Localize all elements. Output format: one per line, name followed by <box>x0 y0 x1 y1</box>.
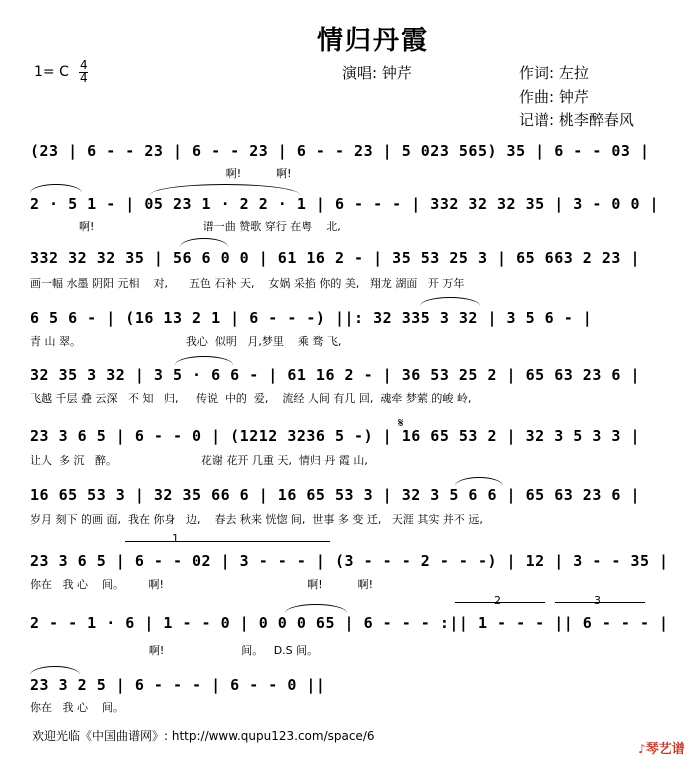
volta-number-2: 2 <box>494 594 501 607</box>
score-row-3-lyrics: 画一幅 水墨 阴阳 元相 对, 五色 石补 天, 女娲 采掐 你的 美, 翔龙 湖面 开 万年 <box>30 277 465 290</box>
score-row-5-notes: 32 35 3 32 | 3 5 · 6 6 - | 61 16 2 - | 36 53 25 2 | 65 63 23 6 | <box>30 366 640 384</box>
score-row-1-lyrics: 啊! 啊! <box>30 167 292 180</box>
slur-arc <box>175 356 233 365</box>
footer-text: 欢迎光临《中国曲谱网》: http://www.qupu123.com/space/6 <box>32 729 375 743</box>
score-row-4-notes: 6 5 6 - | (16 13 2 1 | 6 - - -) ||: 32 335 3 32 | 3 5 6 - | <box>30 309 593 327</box>
slur-arc <box>455 477 503 486</box>
transcriber-credit: 记谱: 桃李醉春风 <box>519 111 634 129</box>
score-row-8-lyrics: 你在 我 心 间。 啊! 啊! 啊! <box>30 578 374 591</box>
song-title: 情归丹霞 <box>317 26 430 56</box>
time-signature-bottom: 4 <box>80 71 88 85</box>
score-row-8-notes: 23 3 6 5 | 6 - - 02 | 3 - - - | (3 - - - 2 - - -) | 12 | 3 - - 35 | <box>30 552 669 570</box>
score-row-2-notes: 2 · 5 1 - | 05 23 1 · 2 2 · 1 | 6 - - - | 332 32 32 35 | 3 - 0 0 | <box>30 195 660 213</box>
score-row-7-lyrics: 岁月 刻下 的画 面, 我在 你身 边, 春去 秋来 恍惚 间, 世事 多 变 迁, 天涯 其实 并不 远, <box>30 513 483 526</box>
key-signature: 1= C <box>34 64 69 80</box>
slur-arc <box>30 666 80 675</box>
brand-logo <box>620 723 685 772</box>
slur-arc <box>150 184 300 195</box>
score-row-10-notes: 23 3 2 5 | 6 - - - | 6 - - 0 || <box>30 676 326 694</box>
score-row-1-notes: (23 | 6 - - 23 | 6 - - 23 | 6 - - 23 | 5 023 565) 35 | 6 - - 03 | <box>30 142 650 160</box>
score-row-6-lyrics: 让人 多 沉 醉。 花谢 花开 几重 天, 情归 丹 霞 山, <box>30 454 368 467</box>
score-row-5-lyrics: 飞越 千层 叠 云深 不 知 归, 传说 中的 爱, 流经 人间 有几 回, 魂牵 梦萦 的峻 岭, <box>30 392 472 405</box>
slur-arc <box>30 184 82 193</box>
score-row-10-lyrics: 你在 我 心 间。 <box>30 701 124 714</box>
slur-arc <box>285 604 347 613</box>
score-row-6-notes: 23 3 6 5 | 6 - - 0 | (1212 3236 5 -) | 16 65 53 2 | 32 3 5 3 3 | <box>30 427 640 445</box>
volta-number-1: 1 <box>172 532 179 545</box>
score-row-9-lyrics: 啊! 间。 D.S 间。 <box>30 644 319 657</box>
singer-credit: 演唱: 钟芹 <box>342 64 412 82</box>
time-signature-top: 4 <box>80 58 88 72</box>
lyricist-credit: 作词: 左拉 <box>519 64 589 82</box>
score-row-7-notes: 16 65 53 3 | 32 35 66 6 | 16 65 53 3 | 32 3 5 6 6 | 65 63 23 6 | <box>30 486 640 504</box>
score-row-9-notes: 2 - - 1 · 6 | 1 - - 0 | 0 0 0 65 | 6 - - - :|| 1 - - - || 6 - - - | <box>30 614 669 632</box>
volta-number-3: 3 <box>594 594 601 607</box>
segno-icon: 𝄋 <box>398 416 404 431</box>
brand-icon: ♪ <box>638 742 646 756</box>
score-row-3-notes: 332 32 32 35 | 56 6 0 0 | 61 16 2 - | 35 53 25 3 | 65 663 2 23 | <box>30 249 640 267</box>
brand-text: 琴艺谱 <box>645 742 685 757</box>
score-row-2-lyrics: 啊! 谱一曲 赞歌 穿行 在粤 北, <box>30 220 341 233</box>
slur-arc <box>420 297 480 306</box>
composer-credit: 作曲: 钟芹 <box>519 88 589 106</box>
slur-arc <box>180 238 228 247</box>
score-row-4-lyrics: 青 山 翠。 我心 似明 月,梦里 乘 骛 飞, <box>30 335 342 348</box>
volta-bracket-1 <box>125 541 330 542</box>
